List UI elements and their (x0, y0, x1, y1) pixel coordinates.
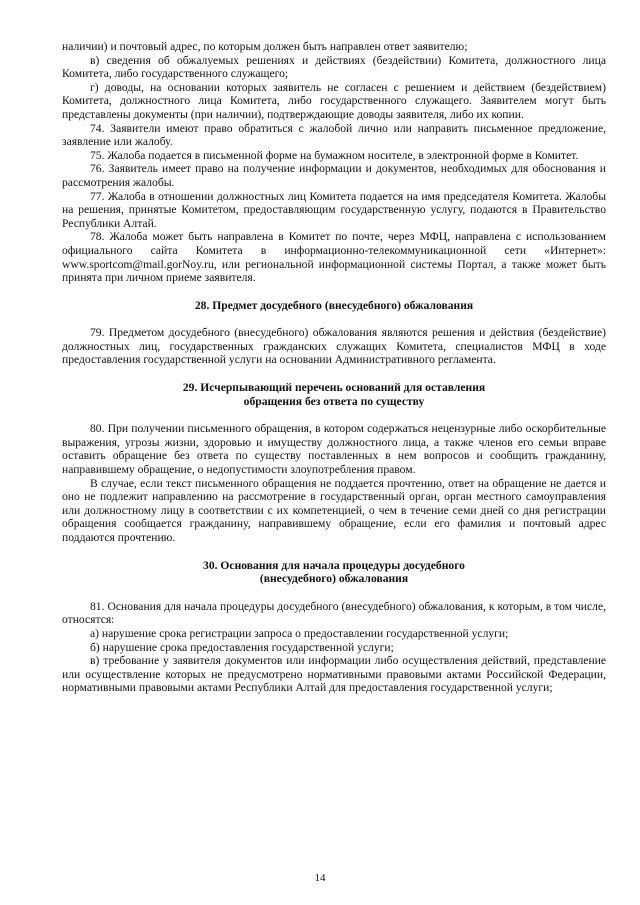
paragraph-79: 79. Предметом досудебного (внесудебного) обжалования являются решения и действия (бездействие) должностных лиц, государственных гражданских служащих Комитета, специалистов МФЦ в ходе предоставления государственной услуги на основании Административного регламента. (62, 326, 606, 367)
paragraph-78: 78. Жалоба может быть направлена в Комитет по почте, через МФЦ, направлена с использованием официального сайта Комитета в информационно-телекоммуникационной сети «Интернет»: www.sportcom@mail.gorNoy.ru, или региональной информационной системы Портал, а также может быть принята при личном приеме заявителя. (62, 230, 606, 285)
section-29-heading-line-2: обращения без ответа по существу (243, 394, 425, 408)
paragraph-item-g: г) доводы, на основании которых заявитель не согласен с решением и действием (бездействием) Комитета, должностного лица Комитета, либо государственного служащего. Заявителем могут быть представлены документы (при наличии), подтверждающие доводы заявителя, либо их копии. (62, 80, 606, 121)
page-number: 14 (314, 872, 326, 884)
spacer (62, 408, 606, 422)
paragraph-80: 80. При получении письменного обращения, в котором содержаться нецензурные либо оскорбительные выражения, угрозы жизни, здоровью и имуществу должностного лица, а также членов его семьи вправе оставить обращение без ответа по существу поставленных в нем вопросов и сообщить гражданину, направившему обращение, о недопустимости злоупотребления правом. (62, 422, 606, 477)
section-30-heading-line-1: 30. Основания для начала процедуры досудебного (203, 558, 465, 572)
paragraph-81-b: б) нарушение срока предоставления государственной услуги; (90, 640, 394, 654)
spacer (62, 367, 606, 381)
paragraph-80-continued: В случае, если текст письменного обращения не поддается прочтению, ответ на обращение не дается и оно не подлежит направлению на рассмотрение в государственный орган, орган местного самоуправления или должностному лицу в соответствии с их компетенцией, о чем в течение семи дней со дня регистрации обращения сообщается гражданину, направившему обращение, если его фамилия и почтовый адрес поддаются прочтению. (62, 476, 606, 544)
section-30-heading-line-2: (внесудебного) обжалования (259, 572, 409, 586)
document-page (62, 40, 606, 695)
paragraph-74: 74. Заявители имеют право обратиться с жалобой лично или направить письменное предложение, заявление или жалобу. (62, 121, 606, 149)
spacer (62, 312, 606, 326)
section-28-heading: 28. Предмет досудебного (внесудебного) обжалования (194, 298, 474, 312)
paragraph-75: 75. Жалоба подается в письменной форме на бумажном носителе, в электронной форме в Комитет. (90, 148, 579, 162)
paragraph-item-v: в) сведения об обжалуемых решениях и действиях (бездействии) Комитета, должностного лица Комитета, либо государственного служащего; (62, 53, 606, 81)
paragraph-81: 81. Основания для начала процедуры досудебного (внесудебного) обжалования, к которым, в том числе, относятся: (62, 599, 606, 627)
paragraph-81-a: а) нарушение срока регистрации запроса о предоставлении государственной услуги; (90, 626, 509, 640)
paragraph-continuation: наличии) и почтовый адрес, по которым должен быть направлен ответ заявителю; (62, 40, 468, 53)
spacer (62, 545, 606, 559)
spacer (62, 285, 606, 299)
paragraph-81-v: в) требование у заявителя документов или информации либо осуществления действий, представление или осуществление которых не предусмотрено нормативными правовыми актами Российской Федерации, нормативными правовыми актами Республики Алтай для предоставления государственной услуги; (62, 654, 606, 695)
paragraph-76: 76. Заявитель имеет право на получение информации и документов, необходимых для обоснования и рассмотрения жалобы. (62, 162, 606, 189)
spacer (62, 586, 606, 600)
paragraph-77: 77. Жалоба в отношении должностных лиц Комитета подается на имя председателя Комитета. Жалобы на решения, принятые Комитетом, предоставляющим государственную услугу, подаются в Правительство Республики Алтай. (62, 189, 606, 230)
section-29-heading-line-1: 29. Исчерпывающий перечень оснований для оставления (182, 381, 486, 395)
